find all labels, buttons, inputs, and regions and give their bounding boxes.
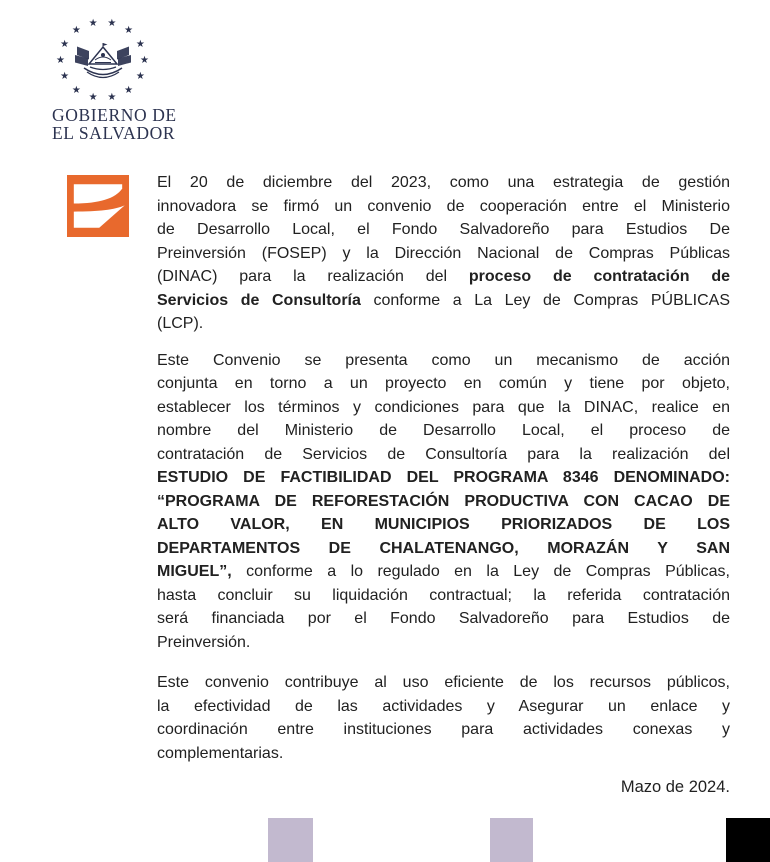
star-icon: ★ [56,55,65,66]
text-line: nombre del Ministerio de Desarrollo Local, el proceso de [157,422,730,439]
gov-name [52,106,177,142]
document-date: Mazo de 2024. [620,778,730,796]
star-icon: ★ [107,17,117,29]
star-icon: ★ [88,92,98,104]
paragraph [157,671,730,765]
star-icon: ★ [124,25,134,37]
star-icon: ★ [60,38,70,50]
text-line: Preinversión. [157,633,251,651]
text-line: la efectividad de las actividades y Asegurar un enlace y [157,697,730,715]
paragraph [157,349,730,655]
paragraph [157,171,730,336]
text-line: DEPARTAMENTOS DE CHALATENANGO, MORAZÁN Y SAN [157,539,730,557]
gov-name-line2: EL SALVADOR [52,123,176,143]
star-icon: ★ [124,84,134,96]
el-salvador-coat-of-arms-icon [70,42,136,82]
document-body [157,171,730,778]
text-line: “PROGRAMA DE REFORESTACIÓN PRODUCTIVA CON CACAO DE [157,492,730,510]
text-line: El 20 de diciembre del 2023, como una estrategia de gestión [157,174,730,191]
star-icon: ★ [71,84,81,96]
text-line: Este convenio contribuye al uso eficiente de los recursos públicos, [157,674,730,691]
star-icon: ★ [140,55,149,66]
footer-lavender-square-2 [490,818,533,862]
fosep-logo-icon [67,175,129,237]
star-icon: ★ [88,17,98,29]
text-line: conjunta en torno a un proyecto en común y tiene por objeto, [157,375,730,392]
star-icon: ★ [107,92,117,104]
gov-name-line1: GOBIERNO DE [52,105,177,125]
text-line: ESTUDIO DE FACTIBILIDAD DEL PROGRAMA 8346 DENOMINADO: [157,469,730,486]
footer-black-square [726,818,770,862]
footer-lavender-square-1 [268,818,313,862]
star-icon: ★ [135,71,145,83]
text-line: de Desarrollo Local, el Fondo Salvadoreño para Estudios De [157,221,730,238]
text-line: (LCP). [157,315,204,332]
text-line: (DINAC) para la realización del proceso de contratación de [157,268,730,285]
text-line: complementarias. [157,744,284,762]
text-line: Este Convenio se presenta como un mecanismo de acción [157,351,730,369]
gobierno-el-salvador-logo [50,14,177,148]
star-icon: ★ [60,71,70,83]
text-line: Servicios de Consultoría conforme a La Ley de Compras PÚBLICAS [157,291,730,309]
text-line: contratación de Servicios de Consultoría para la realización del [157,445,730,463]
text-line: Preinversión (FOSEP) y la Dirección Nacional de Compras Públicas [157,244,730,262]
star-icon: ★ [71,25,81,37]
text-line: establecer los términos y condiciones para que la DINAC, realice en [157,398,730,416]
text-line: coordinación entre instituciones para actividades conexas y [157,721,730,738]
text-line: MIGUEL”, conforme a lo regulado en la Ley de Compras Públicas, [157,563,730,580]
star-icon: ★ [135,38,145,50]
text-line: hasta concluir su liquidación contractual; la referida contratación [157,586,730,604]
text-line: ALTO VALOR, EN MUNICIPIOS PRIORIZADOS DE LOS [157,516,730,533]
text-line: innovadora se firmó un convenio de cooperación entre el Ministerio [157,197,730,215]
text-line: será financiada por el Fondo Salvadoreño para Estudios de [157,610,730,627]
